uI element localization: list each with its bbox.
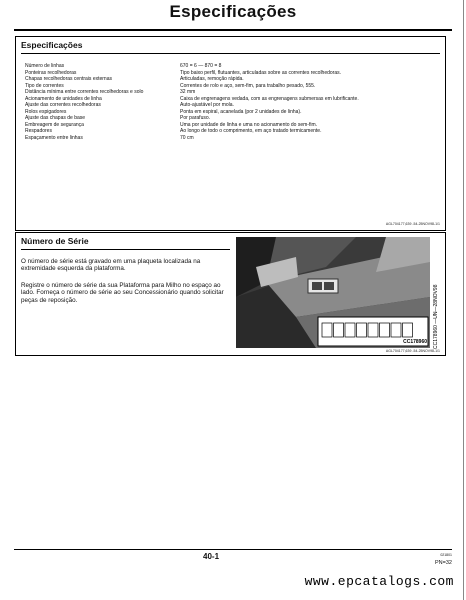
serial-paragraph-record: Registre o número de série da sua Plataforma para Milho no espaço ao lado. Forneça o número de série ao seu Concessionário quando solicitar peças de reposição. <box>21 282 224 304</box>
spec-label: Embreagem de segurança <box>25 121 84 128</box>
photo-side-code-text: CC178960 —UN—28NOV98 <box>433 284 439 349</box>
spec-label: Acionamento de unidades de linha <box>25 95 102 102</box>
spec-row <box>25 128 440 134</box>
spec-row <box>25 89 440 95</box>
spec-value: Articuladas, remoção rápida. <box>180 76 244 82</box>
serial-number-section <box>15 232 446 356</box>
watermark: www.epcatalogs.com <box>304 574 454 589</box>
serial-paragraph-location: O número de série está gravado em uma plaqueta localizada na extremidade esquerda da plataforma. <box>21 258 201 273</box>
spec-row <box>25 63 440 69</box>
serial-plate-cell <box>403 323 413 337</box>
spec-value: Caixa de engrenagens vedada, com as engrenagens submersas em lubrificante. <box>180 95 359 102</box>
spec-value: Por parafuso. <box>180 115 211 121</box>
spec-label: Ponteiras recolhedoras <box>25 69 77 76</box>
serial-plate-cell <box>334 323 344 337</box>
serial-plate-cell <box>345 323 355 337</box>
page-edge-line <box>463 0 464 600</box>
spec-label: Espaçamento entre linhas <box>25 134 83 141</box>
page-title: Especificações <box>169 2 297 21</box>
spec-label: Ajuste das correntes recolhedoras <box>25 102 101 108</box>
photo-code: CC178960 <box>403 339 427 345</box>
spec-value: 32 mm <box>180 89 196 95</box>
footer-code: 021801 <box>440 553 452 557</box>
spec-row <box>25 109 440 115</box>
spec-label: Número de linhas <box>25 63 65 69</box>
specifications-reference: AGL704177,639 -54-25NOV98-1/1 <box>385 222 440 226</box>
heading-rule <box>21 53 440 54</box>
serial-plate-photo <box>236 237 430 348</box>
spec-value: 670 = 6 — 870 = 8 <box>180 63 222 69</box>
spec-label: Rolos espigadores <box>25 108 67 115</box>
spec-label: Distância mínima entre correntes recolhedoras e solo <box>25 89 144 95</box>
spec-value: 70 cm <box>180 134 194 141</box>
serial-plate-cell <box>391 323 401 337</box>
spec-row <box>25 135 440 141</box>
serial-heading: Número de Série <box>21 236 89 246</box>
spec-value: Correntes de rolo e aço, sem-fim, para trabalho pesado, 555. <box>180 82 316 89</box>
spec-value: Uma por unidade de linha e uma no acionamento do sem-fim. <box>180 121 318 128</box>
specifications-heading: Especificações <box>21 40 83 50</box>
spec-value: Auto-ajustável por mola. <box>180 102 234 108</box>
spec-label: Tipo de correntes <box>25 82 64 89</box>
serial-plate-cell <box>380 323 390 337</box>
spec-row <box>25 122 440 128</box>
heading-rule <box>21 249 230 250</box>
footer-rule <box>14 549 452 550</box>
serial-plate-cell <box>322 323 332 337</box>
spec-row <box>25 70 440 76</box>
spec-row <box>25 96 440 102</box>
spec-row <box>25 76 440 82</box>
spec-row <box>25 102 440 108</box>
serial-plate-cell <box>357 323 367 337</box>
spec-row <box>25 83 440 89</box>
page-number: 40-1 <box>203 552 220 561</box>
spec-label: Chapas recolhedoras centrais externas <box>25 76 112 82</box>
photo-side-code <box>431 261 439 351</box>
spec-label: Ajuste das chapas de base <box>25 115 86 121</box>
footer-pn: PN=32 <box>435 560 452 566</box>
spec-label: Respadores <box>25 128 52 134</box>
spec-value: Tipo baixo perfil, flutuantes, articuladas sobre as correntes recolhedoras. <box>180 69 342 76</box>
title-rule <box>14 29 452 31</box>
spec-value: Ao longo de todo o comprimento, em aço tratado termicamente. <box>180 128 322 134</box>
specifications-section <box>15 36 446 231</box>
spec-value: Ponta em espiral, acanelada (por 2 unidades de linha). <box>180 108 302 115</box>
spec-row <box>25 115 440 121</box>
serial-reference: AGL704177,639 -54-25NOV98-1/1 <box>385 349 440 353</box>
serial-plate-cell <box>368 323 378 337</box>
